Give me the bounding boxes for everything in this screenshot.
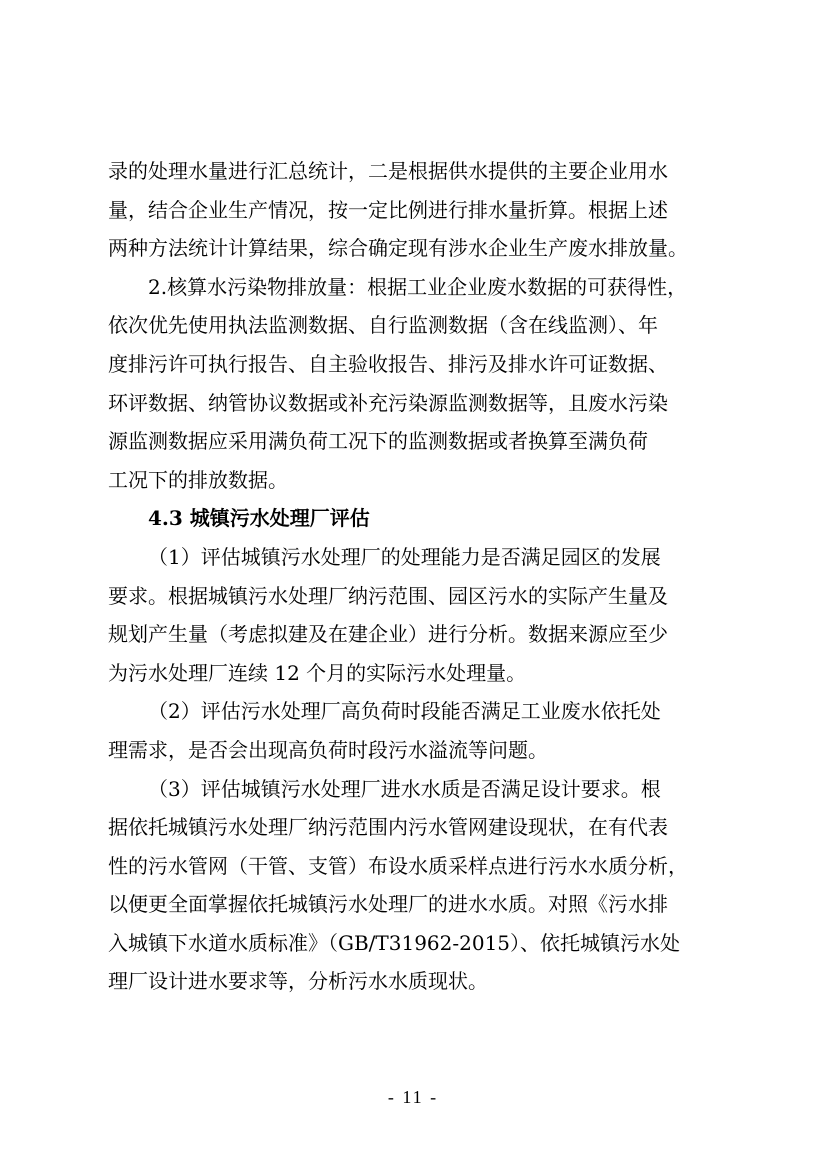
body-line: 理厂设计进水要求等，分析污水水质现状。 <box>108 969 488 994</box>
section-heading-4-3: 4.3 城镇污水处理厂评估 <box>148 506 370 531</box>
paragraph-item-2-start: 2.核算水污染物排放量：根据工业企业废水数据的可获得性， <box>148 274 688 299</box>
body-line: 据依托城镇污水处理厂纳污范围内污水管网建设现状，在有代表 <box>108 815 668 840</box>
page-number: - 11 - <box>387 1087 439 1107</box>
body-line: 为污水处理厂连续 12 个月的实际污水处理量。 <box>108 660 527 685</box>
body-line: 工况下的排放数据。 <box>108 467 288 492</box>
body-line: 理需求，是否会出现高负荷时段污水溢流等问题。 <box>108 737 548 762</box>
paragraph-item-2b-start: （2）评估污水处理厂高负荷时段能否满足工业废水依托处 <box>148 699 661 724</box>
body-line: 以便更全面掌握依托城镇污水处理厂的进水水质。对照《污水排 <box>108 892 668 917</box>
body-line: 量，结合企业生产情况，按一定比例进行排水量折算。根据上述 <box>108 197 668 222</box>
paragraph-item-1-start: （1）评估城镇污水处理厂的处理能力是否满足园区的发展 <box>148 544 661 569</box>
body-line: 规划产生量（考虑拟建及在建企业）进行分析。数据来源应至少 <box>108 622 668 647</box>
body-line: 依次优先使用执法监测数据、自行监测数据（含在线监测）、年 <box>108 313 658 338</box>
body-line: 入城镇下水道水质标准》（GB/T31962-2015）、依托城镇污水处 <box>108 930 681 955</box>
body-line: 两种方法统计计算结果，综合确定现有涉水企业生产废水排放量。 <box>108 236 688 261</box>
body-line: 录的处理水量进行汇总统计，二是根据供水提供的主要企业用水 <box>108 159 668 183</box>
paragraph-item-3-start: （3）评估城镇污水处理厂进水水质是否满足设计要求。根 <box>148 776 661 801</box>
body-line: 环评数据、纳管协议数据或补充污染源监测数据等，且废水污染 <box>108 390 668 415</box>
body-line: 度排污许可执行报告、自主验收报告、排污及排水许可证数据、 <box>108 351 668 376</box>
body-line: 性的污水管网（干管、支管）布设水质采样点进行污水水质分析， <box>108 853 688 878</box>
document-body <box>108 152 724 1001</box>
body-line: 源监测数据应采用满负荷工况下的监测数据或者换算至满负荷 <box>108 429 648 454</box>
body-line: 要求。根据城镇污水处理厂纳污范围、园区污水的实际产生量及 <box>108 583 668 608</box>
